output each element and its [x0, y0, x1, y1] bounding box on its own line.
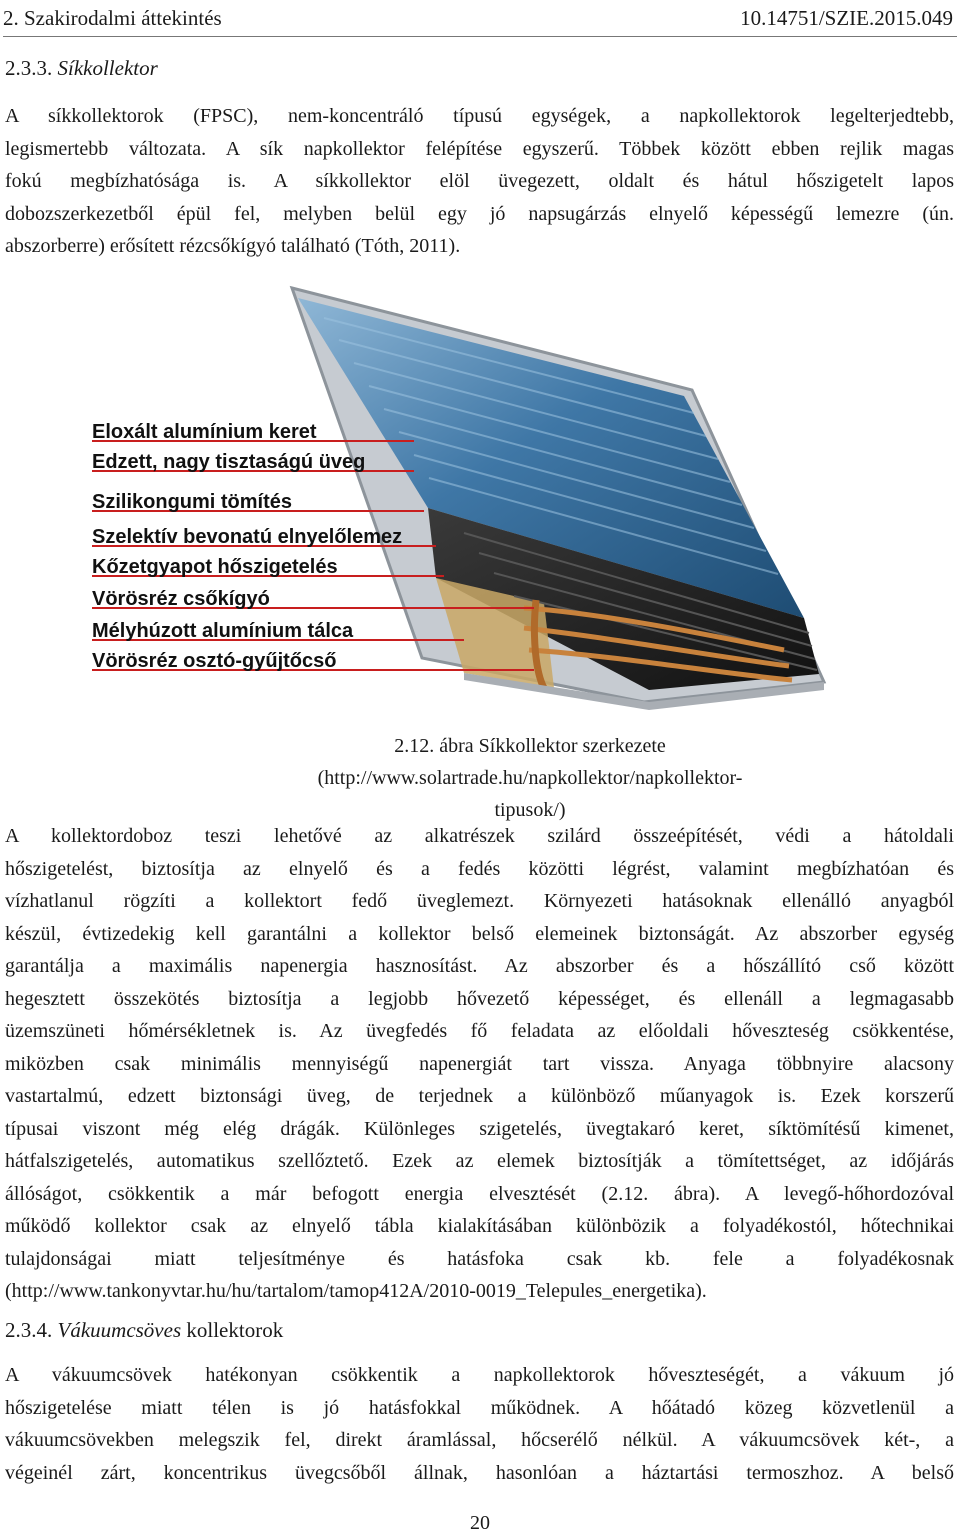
- figure-label: Mélyhúzott alumínium tálca: [92, 620, 354, 642]
- text-line: tulajdonságai miatt teljesítménye és hatásfoka csak kb. fele a folyadékosnak: [5, 1247, 954, 1270]
- doi-reference: 10.14751/SZIE.2015.049: [740, 6, 953, 30]
- figure-label: Vörösréz osztó-gyűjtőcső: [92, 650, 337, 672]
- section-heading-2-3-4: [5, 1318, 283, 1343]
- figure-label: Szelektív bevonatú elnyelőlemez: [92, 526, 403, 548]
- text-line: legismertebb változata. A sík napkollektor felépítése egyszerű. Többek között ebben rejlik magas: [5, 137, 954, 160]
- figure-caption: [300, 730, 760, 826]
- section-title: Síkkollektor: [57, 56, 158, 80]
- text-line: működő kollektor csak az elnyelő tábla kialakításában különbözik a folyadékostól, hőtechnikai: [5, 1215, 954, 1237]
- figure-label: Edzett, nagy tisztaságú üveg: [92, 451, 366, 473]
- text-line: hegesztett összekötés biztosítja a legjobb hővezető képességet, és ellenáll a legmagasabb: [5, 987, 954, 1010]
- figure-label: Szilikongumi tömítés: [92, 491, 293, 513]
- text-line: dobozszerkezetből épül fel, melyben belül egy jó napsugárzás elnyelő képességű lemezre (ún.: [5, 202, 954, 225]
- section-number: 2.3.3.: [5, 56, 58, 80]
- figure-label: Kőzetgyapot hőszigetelés: [92, 556, 338, 578]
- text-line: A vákuumcsövek hatékonyan csökkentik a napkollektorok hőveszteségét, a vákuum jó: [5, 1364, 954, 1386]
- chapter-title: 2. Szakirodalmi áttekintés: [3, 6, 222, 30]
- figure-label: Vörösréz csőkígyó: [92, 588, 270, 610]
- text-line: állóságot, csökkentik a már befogott energia elvesztését (2.12. ábra). A levegő-hőhordozóval: [5, 1182, 954, 1205]
- figure-label: Eloxált alumínium keret: [92, 421, 317, 443]
- text-line: végeinél zárt, koncentrikus üvegcsőből állnak, hasonlóan a háztartási termoszhoz. A belső: [5, 1461, 954, 1484]
- text-line: miközben csak minimális mennyiségű napenergiát tart vissza. Anyaga többnyire alacsony: [5, 1052, 954, 1075]
- text-line: hőszigetelése miatt télen is jó hatásfokkal működnek. A hőátadó közeg közvetlenül a: [5, 1396, 954, 1419]
- text-line: A síkkollektorok (FPSC), nem-koncentráló típusú egységek, a napkollektorok legelterjedtebb,: [5, 105, 954, 127]
- text-line: vastartalmú, edzett biztonsági üveg, de terjednek a különböző műanyagok is. Ezek korszerű: [5, 1085, 954, 1107]
- section-title: Vákuumcsöves: [57, 1318, 182, 1342]
- text-line: garantálja a maximális napenergia hasznosítást. Az abszorber és a hőszállító cső között: [5, 955, 954, 977]
- text-line: vízhatlanul rögzíti a kollektort fedő üveglemezt. Környezeti hatásoknak ellenálló anyagból: [5, 890, 954, 912]
- text-line: üzemszüneti hőmérsékletnek is. Az üvegfedés fő feladata az előoldali hőveszteség csökkentése,: [5, 1020, 954, 1042]
- text-line: abszorberre) erősített rézcsőkígyó található (Tóth, 2011).: [5, 235, 461, 257]
- text-line: vákuumcsövekben melegszik fel, direkt áramlással, hőcserélő nélkül. A vákuumcsövek két-, a: [5, 1429, 954, 1451]
- text-line: hátfalszigetelés, automatikus szellőztető. Ezek az elemek biztosítják a tömítettséget, az időjárás: [5, 1150, 954, 1172]
- text-line: A kollektordoboz teszi lehetővé az alkatrészek szilárd összeépítését, védi a hátoldali: [5, 825, 954, 847]
- paragraph-collector-box: [5, 820, 954, 1308]
- solar-collector-illustration: [84, 278, 874, 724]
- page-number: 20: [470, 1512, 490, 1534]
- caption-title: 2.12. ábra Síkkollektor szerkezete: [394, 735, 666, 757]
- text-line: fokú megbízhatósága is. A síkkollektor elöl üvegezett, oldalt és hátul hőszigetelt lapos: [5, 170, 954, 192]
- section-title-rest: kollektorok: [181, 1318, 284, 1342]
- text-line: hőszigetelést, biztosítja az elnyelő és a fedés közötti légrést, valamint megbízhatóan és: [5, 857, 954, 880]
- paragraph-intro: [5, 100, 954, 263]
- text-line: készül, évtizedekig kell garantálni a kollektor belső elemeinek biztonságát. Az abszorber egység: [5, 922, 954, 945]
- text-line: típusai viszont még elég drágák. Különleges szigetelés, üvegtakaró keret, síktömítésű kimenet,: [5, 1117, 954, 1140]
- caption-source-link: (http://www.solartrade.hu/napkollektor/napkollektor-tipusok/): [317, 767, 743, 821]
- paragraph-vacuum-tubes: [5, 1359, 954, 1489]
- text-line: (http://www.tankonyvtar.hu/hu/tartalom/tamop412A/2010-0019_Telepules_energetika).: [5, 1280, 707, 1302]
- section-number: 2.3.4.: [5, 1318, 58, 1342]
- section-heading-2-3-3: [5, 56, 158, 81]
- page-header: [3, 2, 957, 37]
- solar-collector-figure: [84, 278, 874, 724]
